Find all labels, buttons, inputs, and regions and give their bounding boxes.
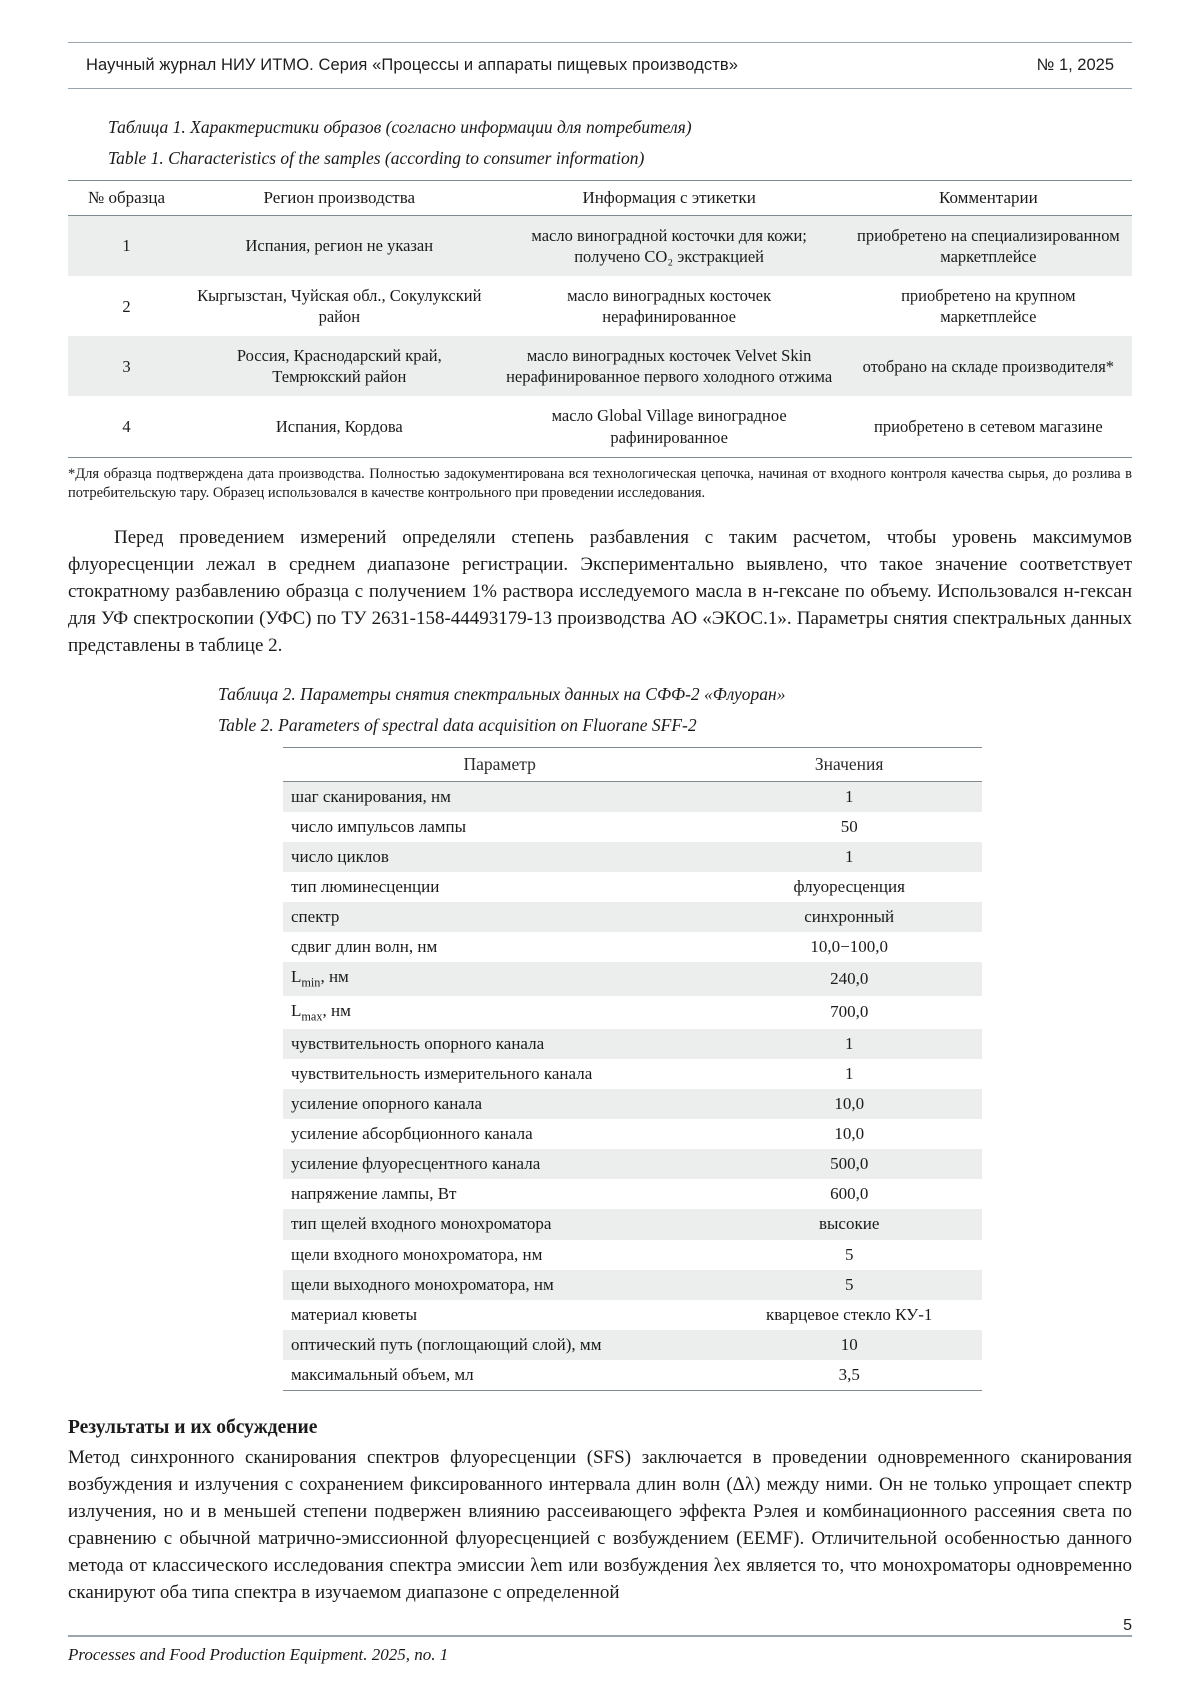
table-row	[68, 396, 1132, 457]
table1-header-comments: Комментарии	[845, 180, 1132, 215]
table-spectral-parameters	[283, 747, 982, 1391]
table2-header-value: Значения	[716, 747, 982, 781]
footer-journal-title: Processes and Food Production Equipment. 2025, no. 1	[68, 1645, 449, 1664]
table1-cell-label: масло виноградных косточек нерафинированное	[567, 285, 772, 327]
table-row	[283, 1300, 982, 1330]
table1-footnote: *Для образца подтверждена дата производства. Полностью задокументирована вся технологическая цепочка, начиная от входного контроля качества сырья, до розлива в потребительскую тару. Образец использовался в качестве контрольного при проведении исследования.	[68, 465, 1132, 501]
table1-cell-number: 3	[68, 336, 185, 396]
table1-cell-comment: приобретено на крупном маркетплейсе	[901, 285, 1076, 327]
paragraph-results: Метод синхронного сканирования спектров флуоресценции (SFS) заключается в проведении одновременного сканирования возбуждения и излучения с сохранением фиксированного интервала длин волн (Δλ) между ними. Он не только упрощает спектр излучения, но и в меньшей степени подвержен влиянию рассеивающего эффекта Рэлея и комбинационного рассеяния света по сравнению с обычной матрично-эмиссионной флуоресценцией с возбуждением (EEMF). Отличительной особенностью данного метода от классического исследования спектра эмиссии λem или возбуждения λex является то, что монохроматоры одновременно сканируют оба типа спектра в изучаемом диапазоне с определенной	[68, 1447, 1132, 1603]
table2-caption-ru: Таблица 2. Параметры снятия спектральных данных на СФФ-2 «Флуоран»	[218, 684, 786, 705]
table2-cell-parameter: чувствительность измерительного канала	[291, 1064, 593, 1083]
table2-cell-value: 10,0	[716, 1089, 982, 1119]
table2-cell-parameter: $L_{min}$, нм	[283, 962, 716, 995]
table2-cell-parameter: тип люминесценции	[291, 877, 440, 897]
table2-cell-value: 5	[716, 1270, 982, 1300]
table1-cell-region: Кыргызстан, Чуйская обл., Сокулукский район	[197, 285, 482, 327]
table-row	[283, 1360, 982, 1391]
table-row	[68, 215, 1132, 276]
table1-cell-label: масло виноградной косточки для кожи; получено CO₂ экстракцией	[494, 215, 845, 276]
table1-cell-number: 1	[68, 215, 185, 276]
table1-caption	[68, 115, 1132, 172]
table2-caption-en: Table 2. Parameters of spectral data acquisition on Fluorane SFF-2	[218, 715, 697, 736]
table2-cell-parameter: тип щелей входного монохроматора	[283, 1209, 716, 1239]
table2-header-parameter: Параметр	[283, 747, 716, 781]
table2-cell-value: синхронный	[716, 902, 982, 932]
table1-cell-comment: приобретено на специализированном маркетплейсе	[845, 215, 1132, 276]
table1-cell-label: масло Global Village виноградное рафинированное	[494, 396, 845, 457]
table1-header-number: № образца	[68, 180, 185, 215]
table2-cell-parameter: щели выходного монохроматора, нм	[283, 1270, 716, 1300]
table2-cell-parameter: усиление абсорбционного канала	[291, 1124, 533, 1144]
section-heading-results: Результаты и их обсуждение	[68, 1417, 318, 1439]
table2-cell-value: 10,0	[834, 1124, 865, 1144]
table2-cell-parameter: оптический путь (поглощающий слой), мм	[283, 1330, 716, 1360]
table-row	[283, 812, 982, 842]
table2-header-row	[283, 747, 982, 781]
table-row	[283, 996, 982, 1029]
table-row	[283, 902, 982, 932]
table-row	[283, 1089, 982, 1119]
table2-cell-value: 1	[716, 781, 982, 812]
table2-cell-parameter: $L_{max}$, нм	[291, 1000, 351, 1024]
footer-rule	[68, 1635, 1132, 1637]
table-row	[283, 872, 982, 902]
table1-header-label-info: Информация с этикетки	[494, 180, 845, 215]
table-row	[283, 1179, 982, 1209]
table-row	[283, 1059, 982, 1089]
table-row	[68, 276, 1132, 336]
table2-cell-value: 3,5	[716, 1360, 982, 1391]
table1-cell-region: Испания, Кордова	[185, 396, 494, 457]
table-row	[283, 1270, 982, 1300]
table-row	[283, 1029, 982, 1059]
table2-cell-value: 240,0	[716, 962, 982, 995]
table1-cell-region: Россия, Краснодарский край, Темрюкский район	[185, 336, 494, 396]
table2-cell-value: 10,0−100,0	[810, 937, 888, 957]
table2-cell-parameter: материал кюветы	[291, 1304, 418, 1324]
table2-cell-value: 700,0	[830, 1002, 869, 1022]
table1-cell-label: масло виноградных косточек Velvet Skin нерафинированное первого холодного отжима	[494, 336, 845, 396]
table2-cell-value: 500,0	[716, 1149, 982, 1179]
table-row	[68, 336, 1132, 396]
table2-cell-parameter: усиление флуоресцентного канала	[283, 1149, 716, 1179]
table-row	[283, 781, 982, 812]
table1-cell-number: 4	[68, 396, 185, 457]
table2-cell-value: 1	[716, 1029, 982, 1059]
table2-cell-value: кварцевое стекло КУ-1	[766, 1304, 933, 1324]
table2-cell-parameter: число циклов	[283, 842, 716, 872]
table2-cell-parameter: усиление опорного канала	[283, 1089, 716, 1119]
table2-cell-value: 1	[716, 842, 982, 872]
table2-cell-value: 5	[844, 1244, 854, 1264]
table-sample-characteristics	[68, 180, 1132, 458]
table2-caption	[68, 682, 1132, 739]
table2-cell-value: 600,0	[830, 1184, 869, 1204]
table2-cell-value: 10	[716, 1330, 982, 1360]
page-number: 5	[1123, 1617, 1132, 1634]
table2-cell-parameter: сдвиг длин волн, нм	[291, 937, 438, 957]
table2-cell-parameter: напряжение лампы, Вт	[291, 1184, 457, 1204]
table2-cell-value: флуоресценция	[793, 877, 905, 897]
page-footer	[68, 1635, 1132, 1665]
table2-cell-parameter: щели входного монохроматора, нм	[291, 1244, 543, 1264]
table-row	[283, 1330, 982, 1360]
table2-cell-parameter: максимальный объем, мл	[283, 1360, 716, 1391]
running-head-journal: Научный журнал НИУ ИТМО. Серия «Процессы и аппараты пищевых производств»	[86, 56, 739, 74]
table1-caption-ru: Таблица 1. Характеристики образов (согласно информации для потребителя)	[108, 117, 692, 137]
table1-header-row	[68, 180, 1132, 215]
table2-cell-parameter: число импульсов лампы	[291, 816, 466, 836]
running-head	[68, 42, 1132, 89]
table-row	[283, 1149, 982, 1179]
paragraph-dilution: Перед проведением измерений определяли степень разбавления с таким расчетом, чтобы уровень максимумов флуоресценции лежал в среднем диапазоне регистрации. Экспериментально выявлено, что такое значение соответствует стократному разбавлению образца с получением 1% раствора исследуемого масла в н-гексане по объему. Использовался н-гексан для УФ спектроскопии (УФС) по ТУ 2631-158-44493179-13 производства АО «ЭКОС.1». Параметры снятия спектральных данных представлены в таблице 2.	[68, 527, 1132, 657]
table1-header-region: Регион производства	[185, 180, 494, 215]
table2-cell-parameter: чувствительность опорного канала	[283, 1029, 716, 1059]
table2-cell-value: 1	[844, 1064, 854, 1083]
table2-cell-value: высокие	[716, 1209, 982, 1239]
table2-cell-value: 50	[840, 816, 858, 836]
table1-cell-region: Испания, регион не указан	[185, 215, 494, 276]
table-row	[283, 962, 982, 995]
table-row	[283, 932, 982, 962]
table2-cell-parameter: спектр	[283, 902, 716, 932]
table-row	[283, 1119, 982, 1149]
table1-cell-number: 2	[122, 296, 131, 316]
table-row	[283, 1240, 982, 1270]
table-row	[283, 1209, 982, 1239]
table1-caption-en: Table 1. Characteristics of the samples (according to consumer information)	[108, 148, 645, 169]
table2-cell-parameter: шаг сканирования, нм	[283, 781, 716, 812]
table1-cell-comment: приобретено в сетевом магазине	[845, 396, 1132, 457]
table1-cell-comment: отобрано на складе производителя*	[845, 336, 1132, 396]
running-head-issue: № 1, 2025	[1036, 56, 1114, 74]
table-row	[283, 842, 982, 872]
